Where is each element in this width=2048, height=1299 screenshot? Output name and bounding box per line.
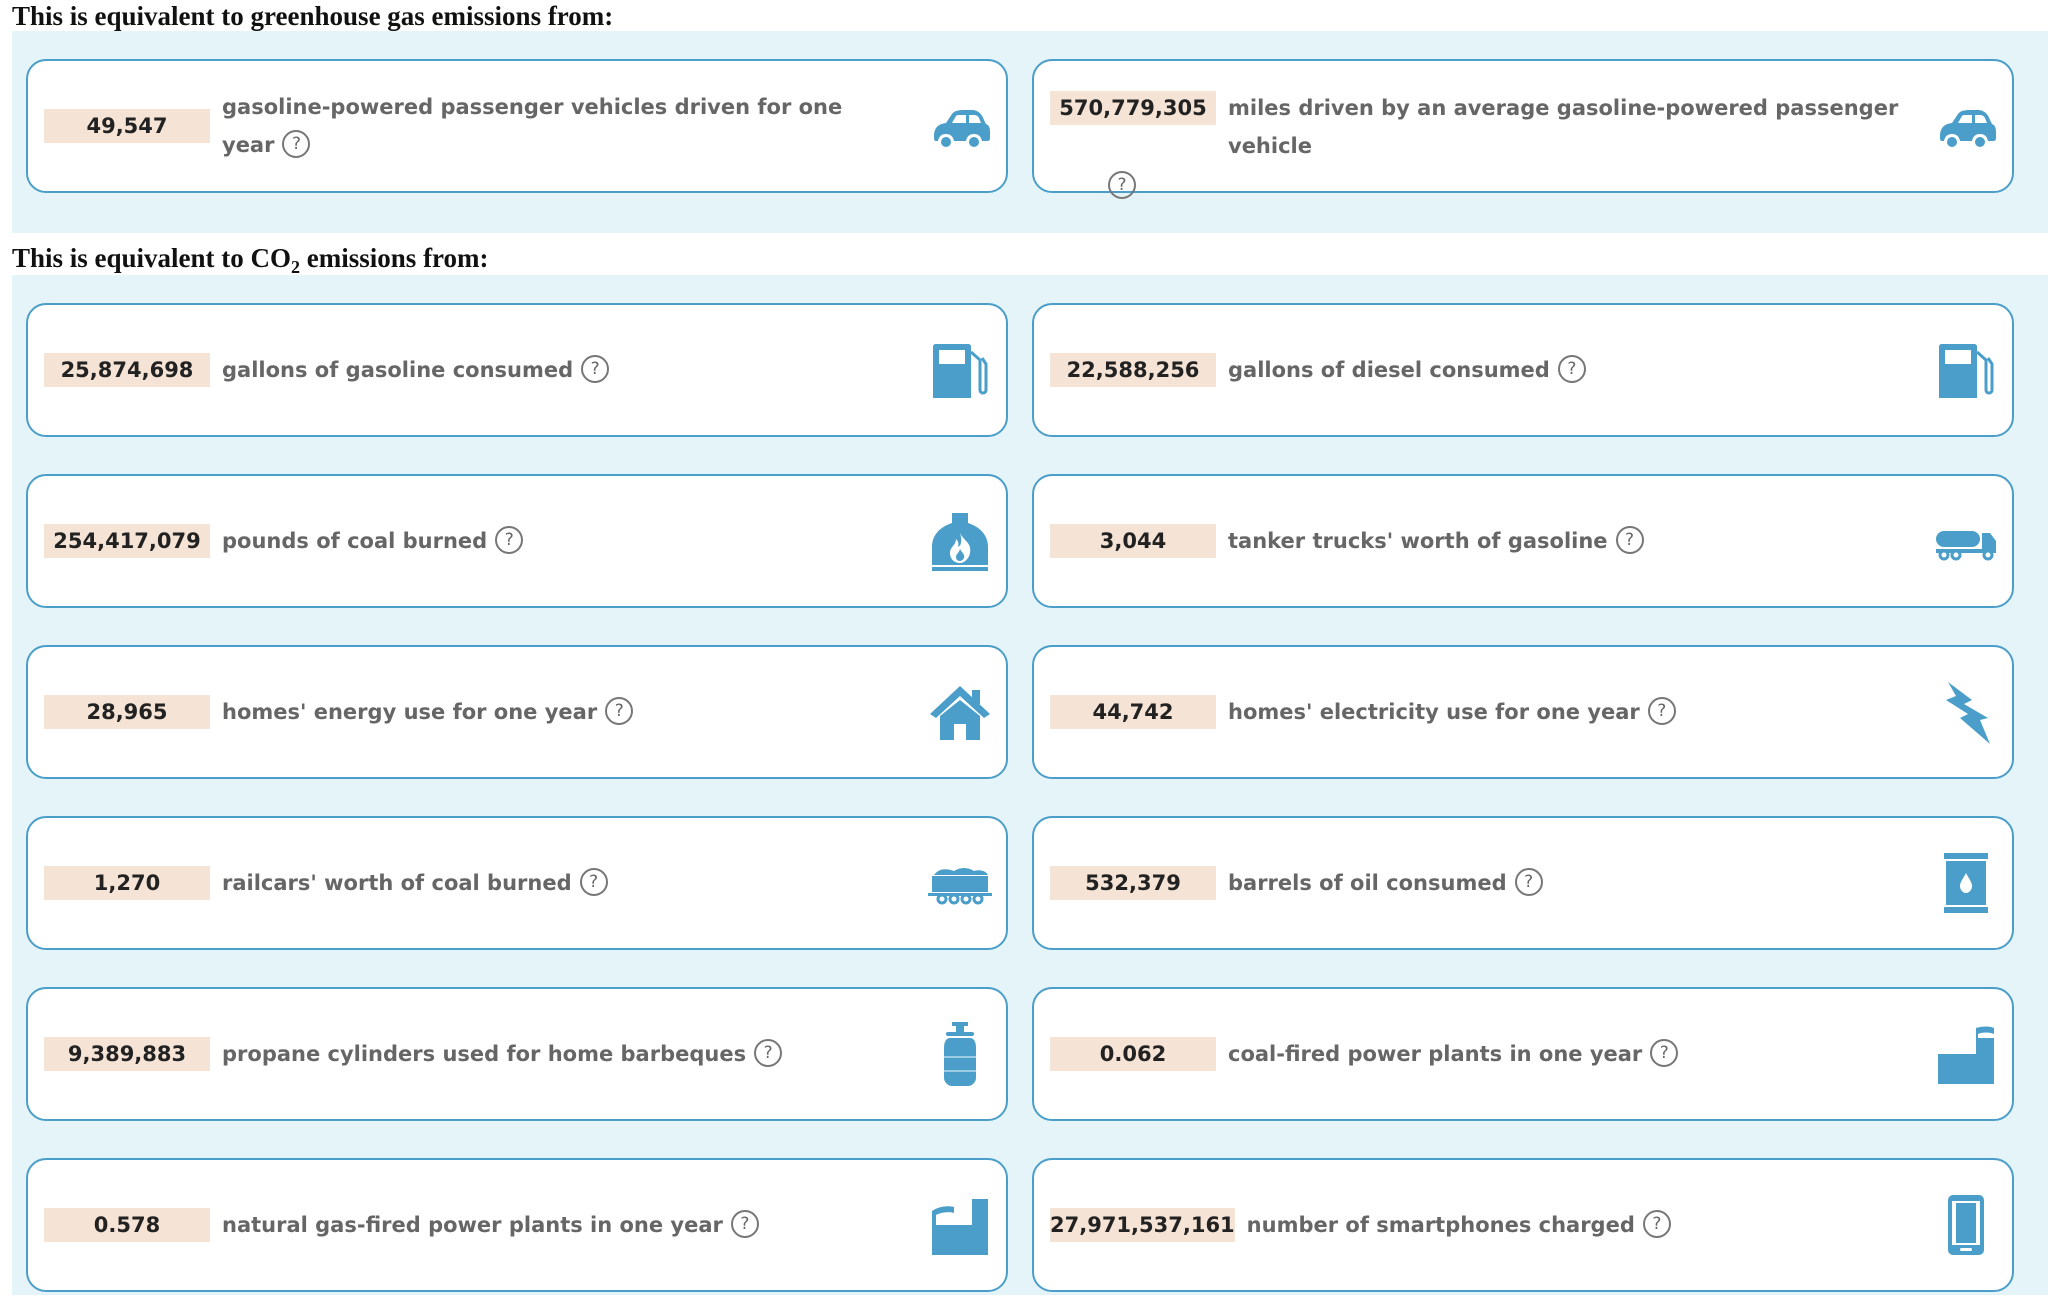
- equivalency-value: 22,588,256: [1050, 353, 1216, 387]
- house-icon: [928, 680, 992, 744]
- help-icon[interactable]: ?: [1643, 1210, 1671, 1238]
- help-icon[interactable]: ?: [1558, 355, 1586, 383]
- equivalency-value: 0.062: [1050, 1037, 1216, 1071]
- oil-barrel-icon: [1934, 851, 1998, 915]
- equivalency-card: [1032, 303, 2014, 437]
- co2-heading: This is equivalent to $CO_2$ emissions from:: [12, 243, 489, 277]
- equivalency-card: [26, 816, 1008, 950]
- help-icon[interactable]: ?: [605, 697, 633, 725]
- car-icon: [1934, 94, 1998, 158]
- help-icon[interactable]: ?: [1648, 697, 1676, 725]
- power-plant-icon: [1934, 1022, 1998, 1086]
- equivalency-value: 532,379: [1050, 866, 1216, 900]
- equivalency-card: [1032, 474, 2014, 608]
- railcar-icon: [928, 851, 992, 915]
- equivalency-card: [26, 303, 1008, 437]
- equivalency-card: [1032, 816, 2014, 950]
- equivalency-card: [1032, 59, 2014, 193]
- equivalency-card: [26, 474, 1008, 608]
- tanker-truck-icon: [1934, 509, 1998, 573]
- equivalency-value: 28,965: [44, 695, 210, 729]
- co2-panel: [12, 275, 2048, 1295]
- gas-pump-icon: [928, 338, 992, 402]
- help-icon[interactable]: ?: [1616, 526, 1644, 554]
- power-plant-icon: [928, 1193, 992, 1257]
- equivalency-value: 44,742: [1050, 695, 1216, 729]
- help-icon[interactable]: ?: [580, 868, 608, 896]
- equivalency-label: natural gas-fired power plants in one year ?: [222, 1206, 759, 1244]
- equivalency-label: barrels of oil consumed ?: [1228, 864, 1543, 902]
- equivalency-label: coal-fired power plants in one year ?: [1228, 1035, 1678, 1073]
- help-icon[interactable]: ?: [754, 1039, 782, 1067]
- gas-pump-icon: [1934, 338, 1998, 402]
- equivalency-value: 570,779,305: [1050, 91, 1216, 125]
- equivalency-label: miles driven by an average gasoline-powered passenger vehicle ?: [1228, 89, 1902, 203]
- equivalency-card: [1032, 645, 2014, 779]
- equivalency-card: [1032, 1158, 2014, 1292]
- equivalency-label: homes' energy use for one year ?: [222, 693, 633, 731]
- equivalency-label: propane cylinders used for home barbeques ?: [222, 1035, 782, 1073]
- ghg-heading: This is equivalent to greenhouse gas emissions from:: [12, 1, 614, 31]
- equivalency-value: 254,417,079: [44, 524, 210, 558]
- equivalency-card: [26, 59, 1008, 193]
- equivalency-label: homes' electricity use for one year ?: [1228, 693, 1676, 731]
- equivalency-value: 1,270: [44, 866, 210, 900]
- propane-cylinder-icon: [928, 1022, 992, 1086]
- equivalency-card: [1032, 987, 2014, 1121]
- equivalency-label: gallons of gasoline consumed ?: [222, 351, 609, 389]
- equivalency-value: 0.578: [44, 1208, 210, 1242]
- equivalency-label: railcars' worth of coal burned ?: [222, 864, 608, 902]
- coal-furnace-icon: [928, 509, 992, 573]
- lightning-bolt-icon: [1934, 680, 1998, 744]
- equivalency-label: number of smartphones charged ?: [1247, 1206, 1671, 1244]
- smartphone-icon: [1934, 1193, 1998, 1257]
- equivalency-card: [26, 1158, 1008, 1292]
- equivalency-card: [26, 645, 1008, 779]
- equivalency-label: tanker trucks' worth of gasoline ?: [1228, 522, 1644, 560]
- equivalency-value: 27,971,537,161: [1050, 1208, 1235, 1242]
- equivalency-label: pounds of coal burned ?: [222, 522, 523, 560]
- help-icon[interactable]: ?: [1108, 171, 1136, 199]
- equivalency-value: 9,389,883: [44, 1037, 210, 1071]
- help-icon[interactable]: ?: [282, 130, 310, 158]
- equivalency-value: 49,547: [44, 109, 210, 143]
- equivalency-value: 3,044: [1050, 524, 1216, 558]
- equivalency-label: gallons of diesel consumed ?: [1228, 351, 1586, 389]
- equivalency-label: gasoline-powered passenger vehicles driven for one year ?: [222, 95, 843, 157]
- equivalency-value: 25,874,698: [44, 353, 210, 387]
- car-icon: [928, 94, 992, 158]
- help-icon[interactable]: ?: [495, 526, 523, 554]
- help-icon[interactable]: ?: [1650, 1039, 1678, 1067]
- equivalency-card: [26, 987, 1008, 1121]
- help-icon[interactable]: ?: [731, 1210, 759, 1238]
- help-icon[interactable]: ?: [1515, 868, 1543, 896]
- help-icon[interactable]: ?: [581, 355, 609, 383]
- ghg-panel: [12, 31, 2048, 233]
